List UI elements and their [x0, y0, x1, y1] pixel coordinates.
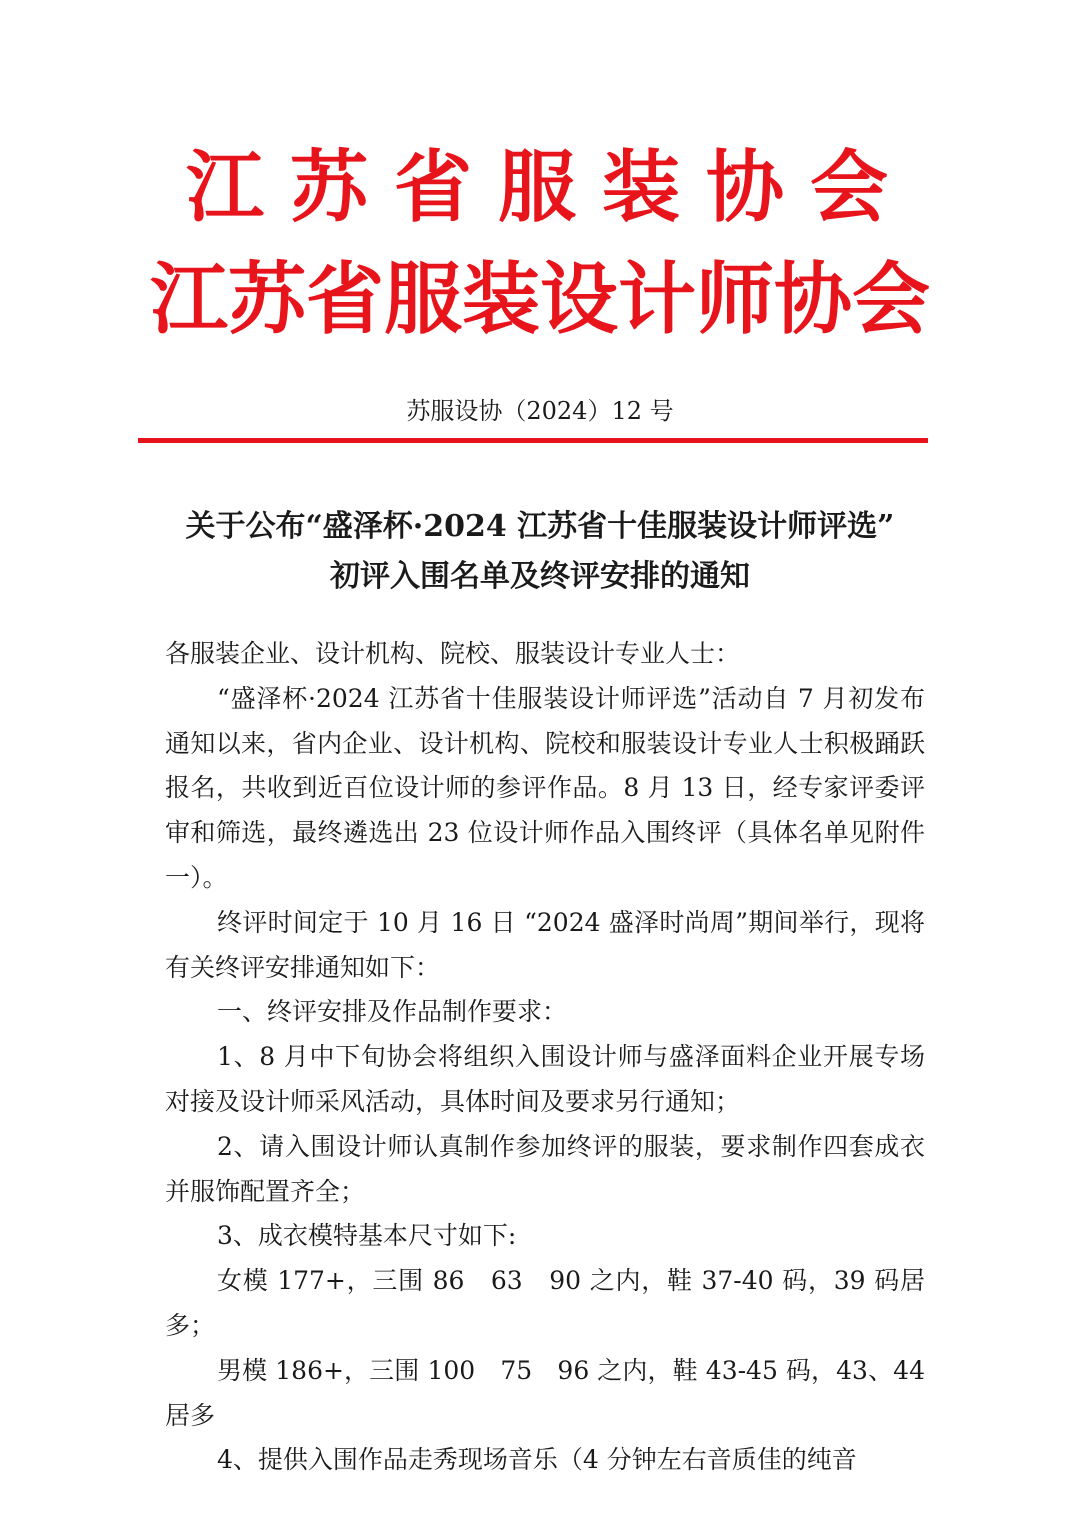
issuer-name-1: 江苏省服装协会	[185, 143, 914, 233]
notice-title-line-2: 初评入围名单及终评安排的通知	[330, 559, 750, 594]
notice-title-line-1: 关于公布“盛泽杯·2024 江苏省十佳服装设计师评选”	[185, 509, 895, 544]
paragraph: 1、8 月中下旬协会将组织入围设计师与盛泽面料企业开展专场对接及设计师采风活动，具体时间及要求另行通知；	[165, 1042, 925, 1116]
paragraph: 2、请入围设计师认真制作参加终评的服装，要求制作四套成衣并服饰配置齐全；	[165, 1131, 925, 1206]
document-number: 苏服设协（2024）12 号	[406, 397, 674, 425]
notice-body	[165, 632, 925, 1483]
paragraph: 男模 186+，三围 100 75 96 之内，鞋 43-45 码，43、44 居多	[165, 1355, 925, 1430]
paragraph: “盛泽杯·2024 江苏省十佳服装设计师评选”活动自 7 月初发布通知以来，省内企业、设计机构、院校和服装设计专业人士积极踊跃报名，共收到近百位设计师的参评作品。8 月 13 日，经专家评委评审和筛选，最终遴选出 23 位设计师作品入围终评（具体名单见附件一）。	[165, 683, 925, 892]
salutation: 各服装企业、设计机构、院校、服装设计专业人士：	[165, 639, 741, 668]
paragraph: 女模 177+，三围 86 63 90 之内，鞋 37-40 码，39 码居多；	[165, 1266, 925, 1340]
red-divider	[138, 438, 928, 443]
paragraph: 终评时间定于 10 月 16 日 “2024 盛泽时尚周”期间举行，现将有关终评安排通知如下：	[165, 907, 925, 982]
section-heading: 一、终评安排及作品制作要求：	[217, 997, 568, 1027]
paragraph: 4、提供入围作品走秀现场音乐（4 分钟左右音质佳的纯音	[217, 1445, 857, 1475]
issuer-name-2: 江苏省服装设计师协会	[149, 255, 930, 345]
paragraph: 3、成衣模特基本尺寸如下:	[217, 1221, 517, 1251]
